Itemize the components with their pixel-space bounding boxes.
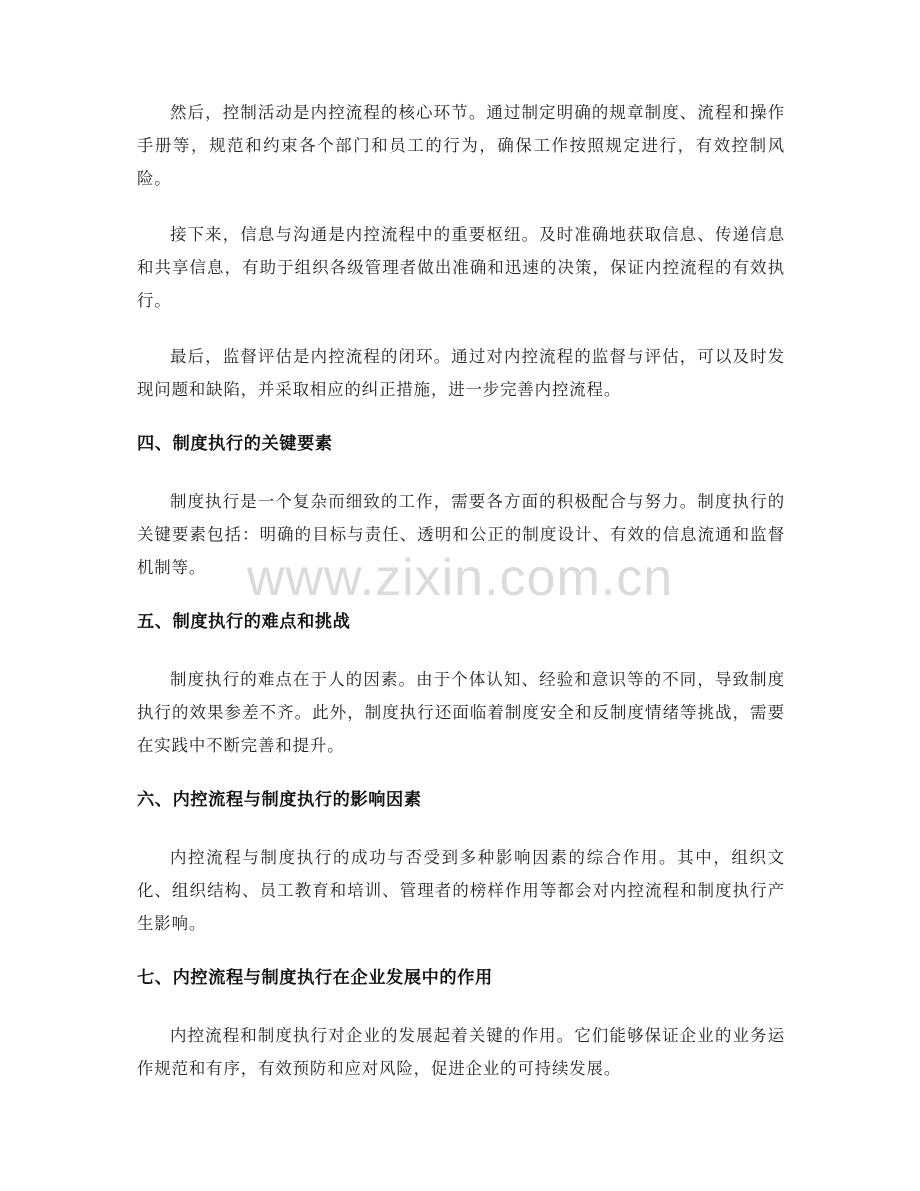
paragraph-difficulties: 制度执行的难点在于人的因素。由于个体认知、经验和意识等的不同，导致制度执行的效果参差不齐。此外，制度执行还面临着制度安全和反制度情绪等挑战，需要在实践中不断完善和提升。 — [137, 670, 785, 755]
watermark: www.zixin.com.cn — [246, 549, 674, 607]
paragraph-role-in-development: 内控流程和制度执行对企业的发展起着关键的作用。它们能够保证企业的业务运作规范和有序，有效预防和应对风险，促进企业的可持续发展。 — [137, 1026, 785, 1078]
paragraph-control-activities: 然后，控制活动是内控流程的核心环节。通过制定明确的规章制度、流程和操作手册等，规范和约束各个部门和员工的行为，确保工作按照规定进行，有效控制风险。 — [137, 103, 785, 188]
paragraph-influencing-factors: 内控流程与制度执行的成功与否受到多种影响因素的综合作用。其中，组织文化、组织结构、员工教育和培训、管理者的榜样作用等都会对内控流程和制度执行产生影响。 — [137, 848, 785, 933]
document-body — [137, 96, 785, 1108]
paragraph-supervision-evaluation: 最后，监督评估是内控流程的闭环。通过对内控流程的监督与评估，可以及时发现问题和缺陷，并采取相应的纠正措施，进一步完善内控流程。 — [137, 347, 785, 399]
section-heading-5: 五、制度执行的难点和挑战 — [137, 612, 351, 632]
section-heading-6: 六、内控流程与制度执行的影响因素 — [137, 790, 422, 810]
section-heading-7: 七、内控流程与制度执行在企业发展中的作用 — [137, 968, 493, 988]
paragraph-information-communication: 接下来，信息与沟通是内控流程中的重要枢纽。及时准确地获取信息、传递信息和共享信息，有助于组织各级管理者做出准确和迅速的决策，保证内控流程的有效执行。 — [137, 225, 785, 310]
section-heading-4: 四、制度执行的关键要素 — [137, 434, 333, 454]
paragraph-key-elements: 制度执行是一个复杂而细致的工作，需要各方面的积极配合与努力。制度执行的关键要素包括：明确的目标与责任、透明和公正的制度设计、有效的信息流通和监督机制等。 — [137, 492, 785, 577]
